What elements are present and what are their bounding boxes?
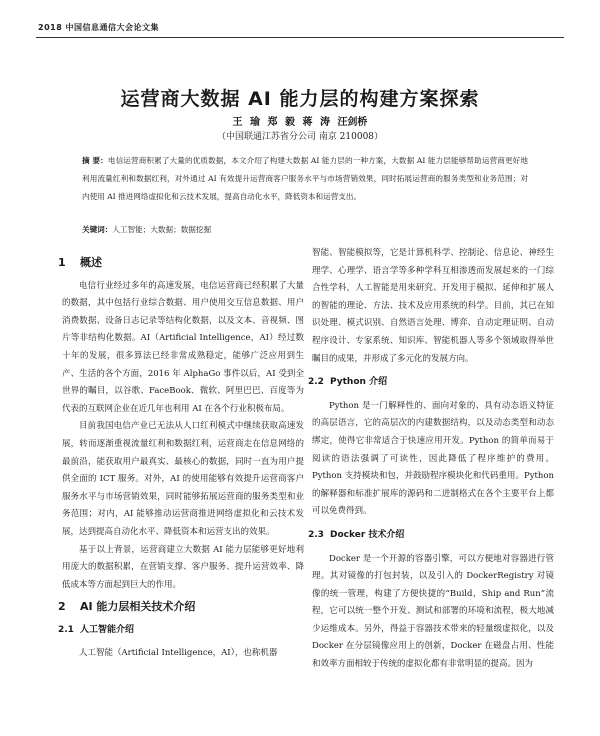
section-number: 1 <box>58 256 66 269</box>
keywords-label: 关键词： <box>82 225 113 234</box>
subsection-heading <box>58 622 304 640</box>
header-rule <box>36 37 564 38</box>
paragraph: Python 是一门解释性的、面向对象的、具有动态语义特征的高层语言，它的高层次的内建数据结构，以及动态类型和动态绑定，使得它非常适合于快速应用开发。Python 的简单而易于阅读的语法强调了可读性，因此降低了程序维护的费用。Python 支持模块和包，并鼓励程序模块化和代码重用。Python 的解释器和标准扩展库的源码和二进制格式在各个主要平台上都可以免费得到。 <box>312 400 554 517</box>
running-head: 2018 中国信息通信大会论文集 <box>38 23 160 32</box>
author-list: 王 瑜 郑 毅 蒋 涛 汪剑桥 <box>232 117 368 128</box>
subsection-title: Docker 技术介绍 <box>330 529 405 540</box>
paragraph: 人工智能（Artificial Intelligence，AI），也称机器 <box>79 648 278 659</box>
paragraph: 目前我国电信产业已无法从人口红利模式中继续获取高速发展，转而逐渐重视流量红利和数据红利，运营商走在信息网络的最前沿，能获取用户最真实、最核心的数据，同时一直为用户提供全面的 ICT 服务。对外，AI 的使用能够有效提升运营商客户服务水平与市场营销效果，同时能够拓展运营商的服务类型和业务范围；对内，AI 能够推动运营商推进网络虚拟化和云技术发展，达到提高自动化水平、降低资本和运营支出的效果。 <box>62 421 304 537</box>
keywords <box>82 223 528 237</box>
abstract-label: 摘 要： <box>82 156 108 165</box>
keywords-text: 人工智能；大数据；数据挖掘 <box>112 225 212 234</box>
subsection-number: 2.3 <box>308 529 324 540</box>
section-title: 概述 <box>80 256 102 269</box>
right-column <box>308 245 554 674</box>
section-heading <box>58 254 304 272</box>
paragraph: 基于以上背景，运营商建立大数据 AI 能力层能够更好地利用庞大的数据积累，在营销支撑、客户服务、提升运营效率、降低成本等方面起到巨大的作用。 <box>62 544 304 590</box>
subsection-heading <box>308 374 554 392</box>
subsection-title: Python 介绍 <box>330 377 388 388</box>
paragraph: 电信行业经过多年的高速发展，电信运营商已经积累了大量的数据，其中包括行业综合数据、用户使用交互信息数据、用户消费数据、设备日志记录等结构化数据，以及文本、音视频、图片等非结构化数据。AI（Artificial Intelligence，AI）经过数十年的发展，很多算法已经非常成熟稳定，能够广泛应用到生产、生活的各个方面，2016 年 AlphaGo 事件以后，AI 受到全世界的瞩目，以谷歌、FaceBook、微软、阿里巴巴、百度等为代表的互联网企业在近几年也利用 AI 在各个行业积极布局。 <box>62 280 304 414</box>
left-column <box>58 250 304 663</box>
subsection-heading <box>308 527 554 545</box>
section-number: 2 <box>58 600 66 614</box>
abstract-text: 电信运营商积累了大量的优质数据，本文介绍了构建大数据 AI 能力层的一种方案，大数据 AI 能力层能够帮助运营商更好地利用流量红利和数据红利，对外通过 AI 有效提升运营商客户服务水平与市场营销效果，同时拓展运营商的服务类型和业务范围；对内使用 AI 推进网络虚拟化和云技术发展，提高自动化水平，降低资本和运营支出。 <box>82 156 528 201</box>
subsection-number: 2.1 <box>58 624 74 635</box>
section-heading <box>58 598 304 616</box>
paragraph: 智能、智能模拟等，它是计算机科学、控制论、信息论、神经生理学、心理学、语言学等多种学科互相渗透而发展起来的一门综合性学科，人工智能是用来研究、开发用于模拟、延伸和扩展人的智能的理论、方法、技术及应用系统的科学。目前，其已在知识处理、模式识别、自然语言处理、博弈、自动定理证明、自动程序设计、专家系统、知识库、智能机器人等多个领域取得举世瞩目的成果，并形成了多元化的发展方向。 <box>312 248 554 364</box>
subsection-title: 人工智能介绍 <box>80 624 135 635</box>
abstract <box>82 152 528 206</box>
paragraph: Docker 是一个开源的容器引擎，可以方便地对容器进行管理。其对镜像的打包封装，以及引入的 DockerRegistry 对镜像的统一管理，构建了方便快捷的“Build，Ship and Run”流程，它可以统一整个开发、测试和部署的环境和流程，极大地减少运维成本。另外，得益于容器技术带来的轻量级虚拟化，以及 Docker 在分层镜像应用上的创新，Docker 在磁盘占用、性能和效率方面相较于传统的虚拟化都有非常明显的提高。因为 <box>312 553 554 670</box>
affiliation: （中国联通江苏省分公司 南京 210008） <box>216 132 384 142</box>
section-title: AI 能力层相关技术介绍 <box>80 600 196 614</box>
subsection-number: 2.2 <box>308 377 324 388</box>
paper-title: 运营商大数据 AI 能力层的构建方案探索 <box>120 88 480 110</box>
